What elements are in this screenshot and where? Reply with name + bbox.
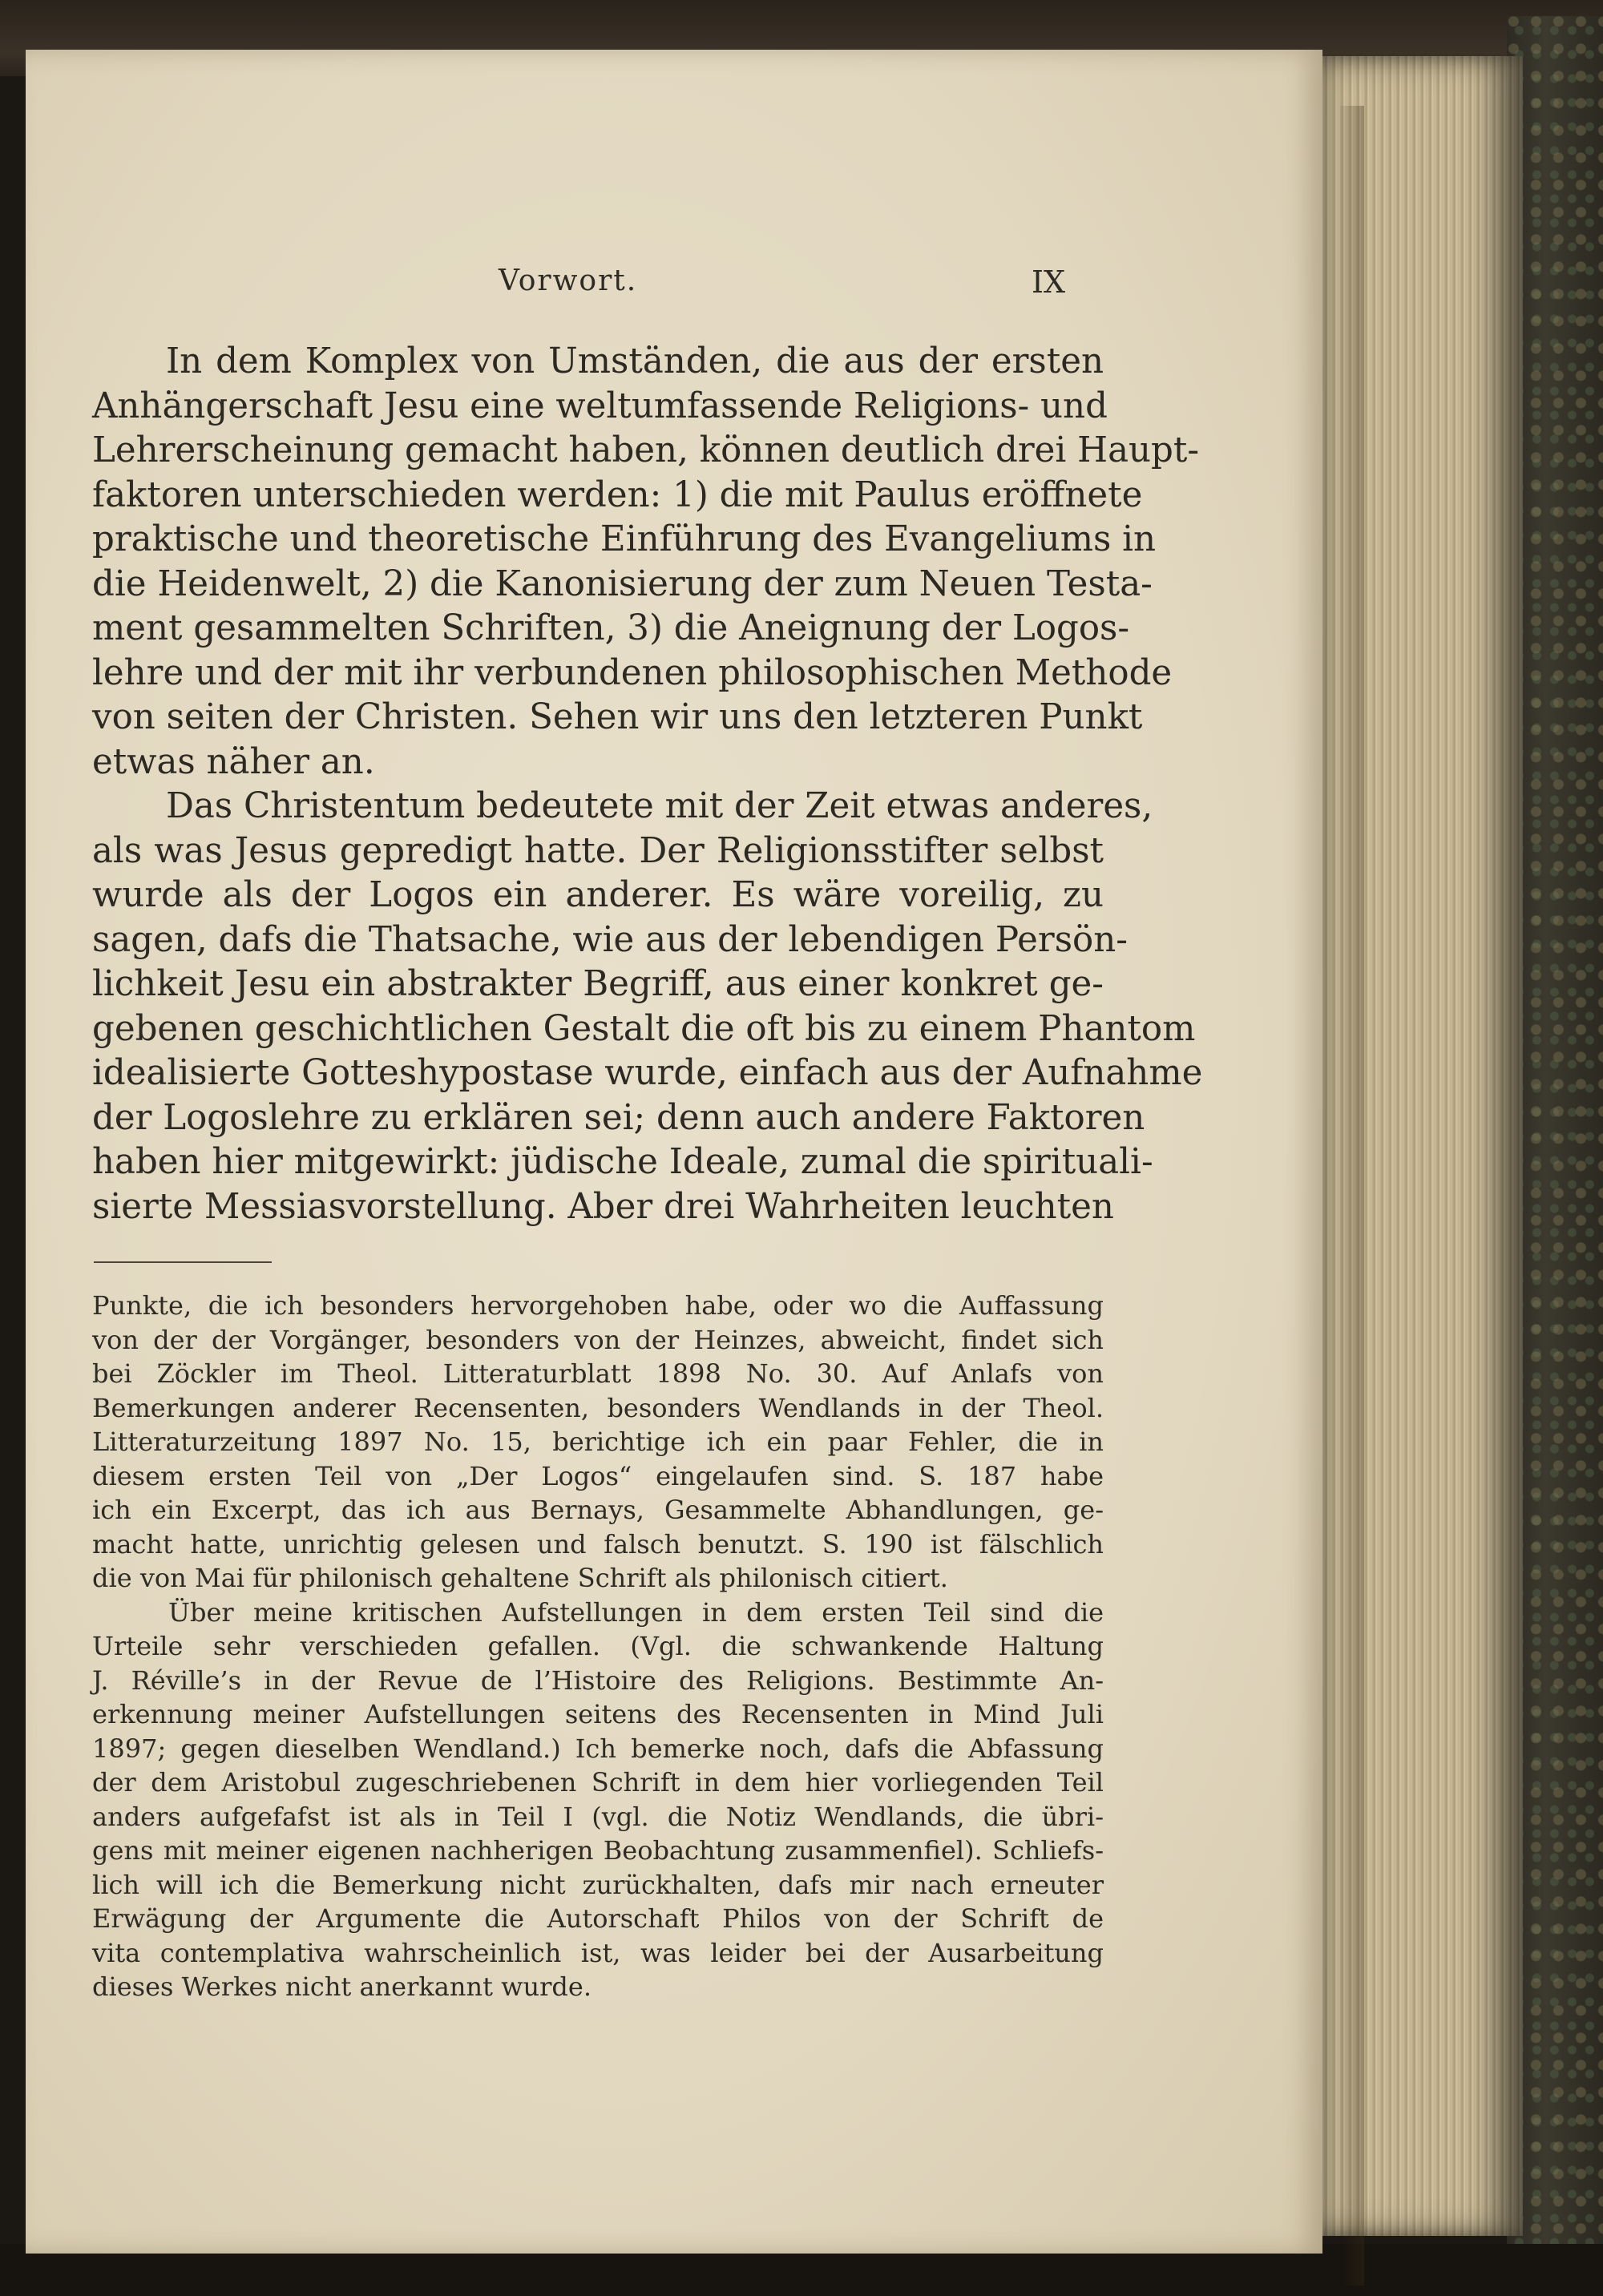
text-line: gebenen geschichtlichen Gestalt die oft bis zu einem Phantom [92,1008,1196,1049]
text-line: der Logoslehre zu erklären sei; denn auch andere Faktoren [92,1097,1145,1138]
footnote-line: Punkte, die ich besonders hervorgehoben habe, oder wo die Auffassung [92,1290,1104,1321]
text-line: Das Christentum bedeutete mit der Zeit etwas anderes, [166,786,1153,826]
footnote-line: ich ein Excerpt, das ich aus Bernays, Gesammelte Abhandlungen, ge- [92,1495,1104,1525]
footnote-line: macht hatte, unrichtig gelesen und falsch benutzt. S. 190 ist fälschlich [92,1528,1104,1560]
text-line: wurde als der Logos ein anderer. Es wäre voreilig, zu [92,875,1104,915]
text-line: idealisierte Gotteshypostase wurde, einfach aus der Aufnahme [92,1053,1203,1093]
paragraph [92,340,1200,785]
main-text [92,340,1203,1229]
text-line: als was Jesus gepredigt hatte. Der Religionsstifter selbst [92,830,1104,871]
footnote-paragraph [92,1596,1104,2004]
footnote-line: anders aufgefafst ist als in Teil I (vgl. die Notiz Wendlands, die übri- [92,1801,1104,1832]
footnote-line: lich will ich die Bemerkung nicht zurückhalten, dafs mir nach erneuter [92,1869,1104,1900]
text-line: von seiten der Christen. Sehen wir uns den letzteren Punkt [92,697,1143,737]
text-line: In dem Komplex von Umständen, die aus der ersten [166,341,1104,381]
footnote-line: vita contemplativa wahrscheinlich ist, was leider bei der Ausarbeitung [92,1937,1104,1968]
text-line: praktische und theoretische Einführung des Evangeliums in [92,519,1157,559]
footnote-line: Bemerkungen anderer Recensenten, besonders Wendlands in der Theol. [92,1392,1104,1423]
text-line: lichkeit Jesu ein abstrakter Begriff, aus einer konkret ge- [92,964,1104,1004]
page-header [26,264,1322,321]
text-line: etwas näher an. [92,741,375,782]
footnote-line: bei Zöckler im Theol. Litteraturblatt 1898 No. 30. Auf Anlafs von [92,1358,1104,1389]
text-line: Anhängerschaft Jesu eine weltumfassende Religions- und [92,385,1108,426]
footnote-line: dieses Werkes nicht anerkannt wurde. [92,1971,592,2002]
text-line: ment gesammelten Schriften, 3) die Aneignung der Logos- [92,608,1130,648]
page-number: IX [1032,264,1066,300]
text-line: haben hier mitgewirkt: jüdische Ideale, zumal die spirituali- [92,1142,1153,1182]
running-title: Vorwort. [499,264,638,297]
footnote-divider [94,1261,272,1263]
text-line: sagen, dafs die Thatsache, wie aus der lebendigen Persön- [92,919,1128,960]
footnote-line: J. Réville’s in der Revue de l’Histoire des Religions. Bestimmte An- [92,1664,1104,1696]
footnote-line: Erwägung der Argumente die Autorschaft Philos von der Schrift de [92,1903,1104,1934]
text-line: die Heidenwelt, 2) die Kanonisierung der zum Neuen Testa- [92,563,1153,604]
footnote-line: gens mit meiner eigenen nachherigen Beobachtung zusammenfiel). Schliefs- [92,1835,1104,1866]
footnote-line: der dem Aristobul zugeschriebenen Schrift in dem hier vorliegenden Teil [92,1767,1104,1798]
footnote-line: Litteraturzeitung 1897 No. 15, berichtige ich ein paar Fehler, die in [92,1426,1104,1457]
footnote-line: diesem ersten Teil von „Der Logos“ eingelaufen sind. S. 187 habe [92,1460,1104,1491]
footnote-line: die von Mai für philonisch gehaltene Schrift als philonisch citiert. [92,1563,948,1593]
footnote-line: Urteile sehr verschieden gefallen. (Vgl. die schwankende Haltung [92,1631,1104,1661]
text-line: Lehrerscheinung gemacht haben, können deutlich drei Haupt- [92,430,1200,470]
footnote-line: 1897; gegen dieselben Wendland.) Ich bemerke noch, dafs die Abfassung [92,1733,1104,1764]
gutter-shadow [1340,106,1364,2286]
footnote-paragraph [92,1289,1104,1596]
footnote-line: Über meine kritischen Aufstellungen in dem ersten Teil sind die [168,1596,1104,1628]
book-page [26,50,1322,2254]
paragraph [92,785,1203,1229]
footnote-line: von der der Vorgänger, besonders von der Heinzes, abweicht, findet sich [92,1324,1104,1355]
footnotes [92,1289,1104,2004]
text-line: faktoren unterschieden werden: 1) die mit Paulus eröffnete [92,474,1143,515]
text-line: sierte Messiasvorstellung. Aber drei Wahrheiten leuchten [92,1186,1114,1227]
footnote-line: erkennung meiner Aufstellungen seitens des Recensenten in Mind Juli [92,1699,1104,1729]
text-line: lehre und der mit ihr verbundenen philosophischen Methode [92,652,1173,693]
